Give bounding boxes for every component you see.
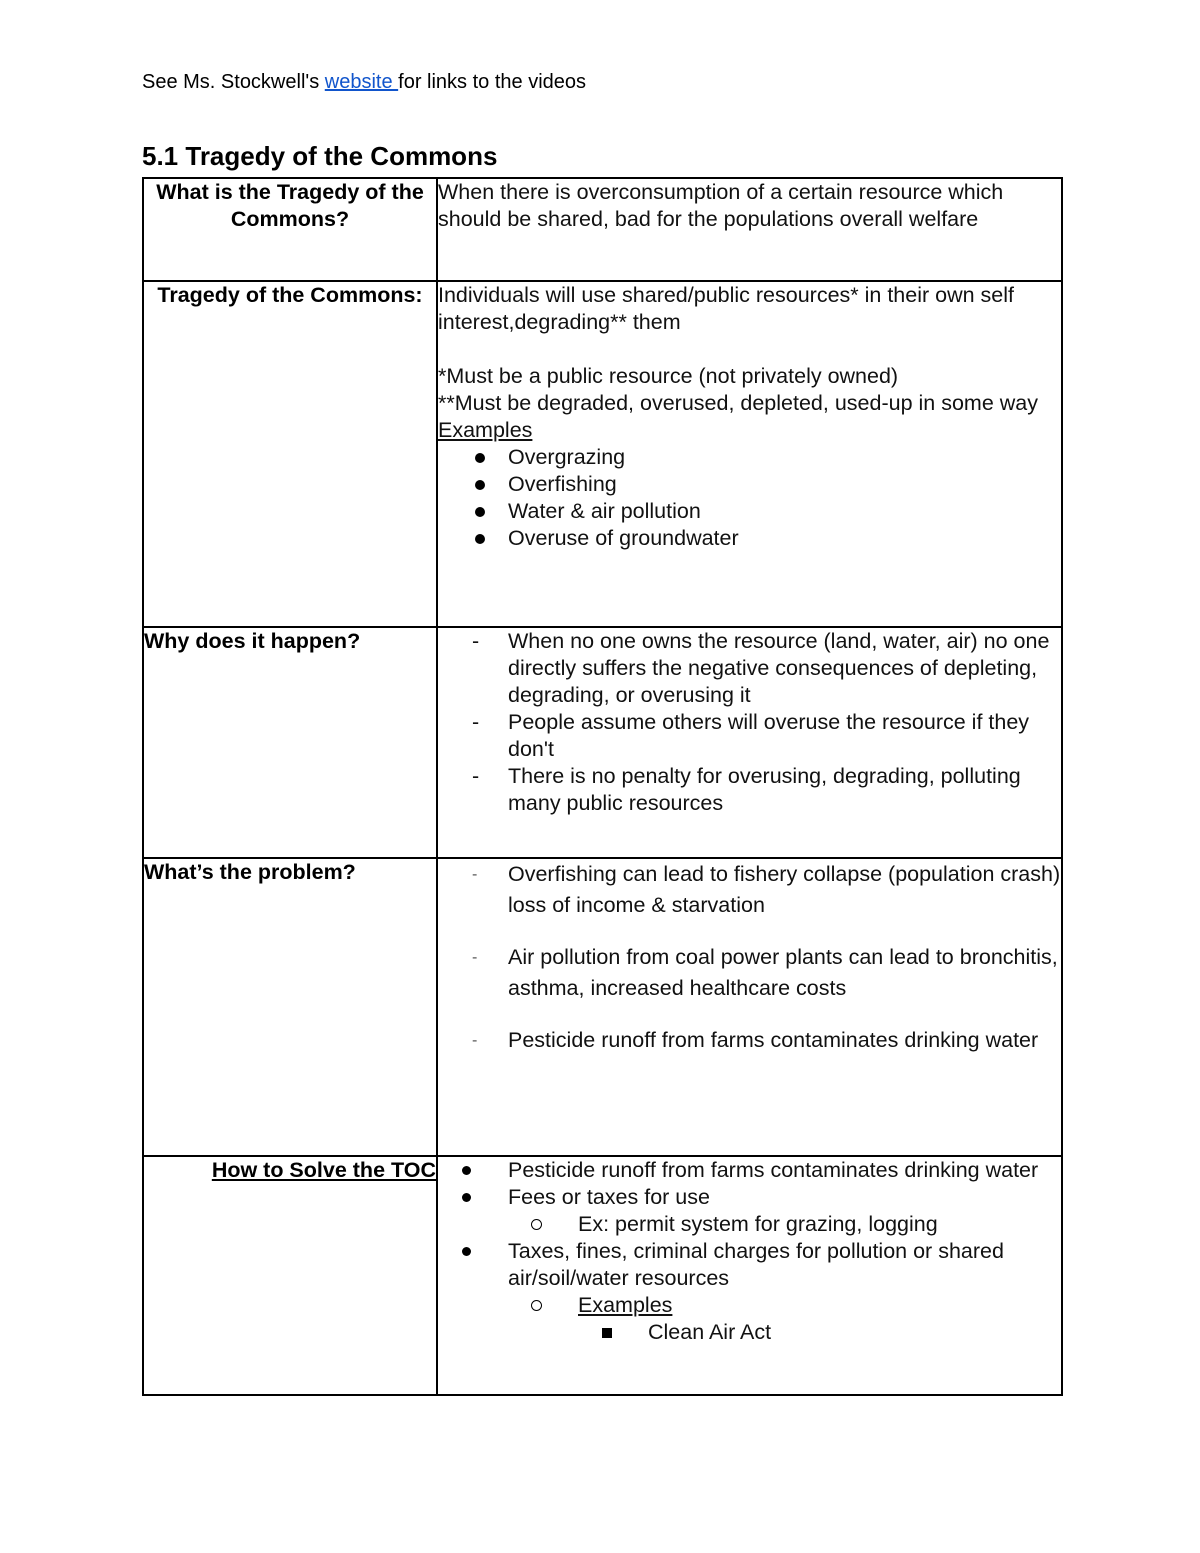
sub-examples-heading: Examples: [578, 1293, 673, 1317]
list-item: - There is no penalty for overusing, degrading, polluting many public resources: [508, 763, 1061, 817]
solve-list: [438, 1157, 1061, 1346]
table-row-tragedy: [143, 281, 1062, 627]
list-item: [578, 1292, 1061, 1346]
list-item: Overgrazing: [508, 444, 1061, 471]
list-item: [508, 1157, 1061, 1184]
list-item: [508, 1238, 1061, 1346]
intro-prefix: See Ms. Stockwell's: [142, 71, 325, 93]
list-item: - Air pollution from coal power plants can lead to bronchitis, asthma, increased healthcare costs: [508, 942, 1061, 1004]
list-item: - People assume others will overuse the resource if they don't: [508, 709, 1061, 763]
row-label: Tragedy of the Commons:: [143, 281, 437, 627]
list-item: Ex: permit system for grazing, logging: [578, 1211, 1061, 1238]
list-item: Clean Air Act: [648, 1319, 1061, 1346]
row-content: [437, 281, 1062, 627]
examples-list: [438, 444, 1061, 552]
definition-text: When there is overconsumption of a certain resource which should be shared, bad for the populations overall welfare: [438, 180, 1004, 231]
row-label: What’s the problem?: [143, 858, 437, 1156]
table-row-definition: [143, 178, 1062, 281]
list-item: [508, 1184, 1061, 1238]
problem-list: [438, 859, 1061, 1056]
tragedy-note-1: *Must be a public resource (not privately owned): [438, 364, 899, 388]
sub-list: [508, 1292, 1061, 1346]
why-list: [438, 628, 1061, 817]
table-row-why: [143, 627, 1062, 858]
sub-list: [508, 1211, 1061, 1238]
row-content: [437, 858, 1062, 1156]
list-item: - Overfishing can lead to fishery collapse (population crash) loss of income & starvation: [508, 859, 1061, 921]
tragedy-intro: Individuals will use shared/public resources* in their own self interest,degrading** them: [438, 283, 1015, 334]
row-content: [437, 627, 1062, 858]
list-item: Overfishing: [508, 471, 1061, 498]
row-content: [437, 178, 1062, 281]
list-item: - Pesticide runoff from farms contaminates drinking water: [508, 1025, 1061, 1056]
list-item: Overuse of groundwater: [508, 525, 1061, 552]
page-title: 5.1 Tragedy of the Commons: [142, 141, 498, 171]
row-label: Why does it happen?: [143, 627, 437, 858]
sub-sub-list: [578, 1319, 1061, 1346]
notes-table: [142, 177, 1063, 1396]
tragedy-note-2: **Must be degraded, overused, depleted, used-up in some way: [438, 391, 1038, 415]
intro-suffix: for links to the videos: [398, 71, 587, 93]
solve-item-3: Taxes, fines, criminal charges for pollution or shared air/soil/water resources: [508, 1239, 1004, 1290]
website-link[interactable]: website: [324, 71, 399, 93]
list-item: - When no one owns the resource (land, water, air) no one directly suffers the negative consequences of depleting, degrading, or overusing it: [508, 628, 1061, 709]
row-content: [437, 1156, 1062, 1395]
table-row-problem: [143, 858, 1062, 1156]
solve-item-1: Pesticide runoff from farms contaminates drinking water: [508, 1158, 1039, 1182]
intro-line: [142, 71, 586, 94]
examples-heading: Examples: [438, 418, 533, 442]
solve-label: How to Solve the TOC: [211, 1158, 436, 1182]
list-item: Water & air pollution: [508, 498, 1061, 525]
solve-item-2: Fees or taxes for use: [508, 1185, 710, 1209]
row-label: What is the Tragedy of the Commons?: [143, 178, 437, 281]
table-row-solve: [143, 1156, 1062, 1395]
row-label: [143, 1156, 437, 1395]
